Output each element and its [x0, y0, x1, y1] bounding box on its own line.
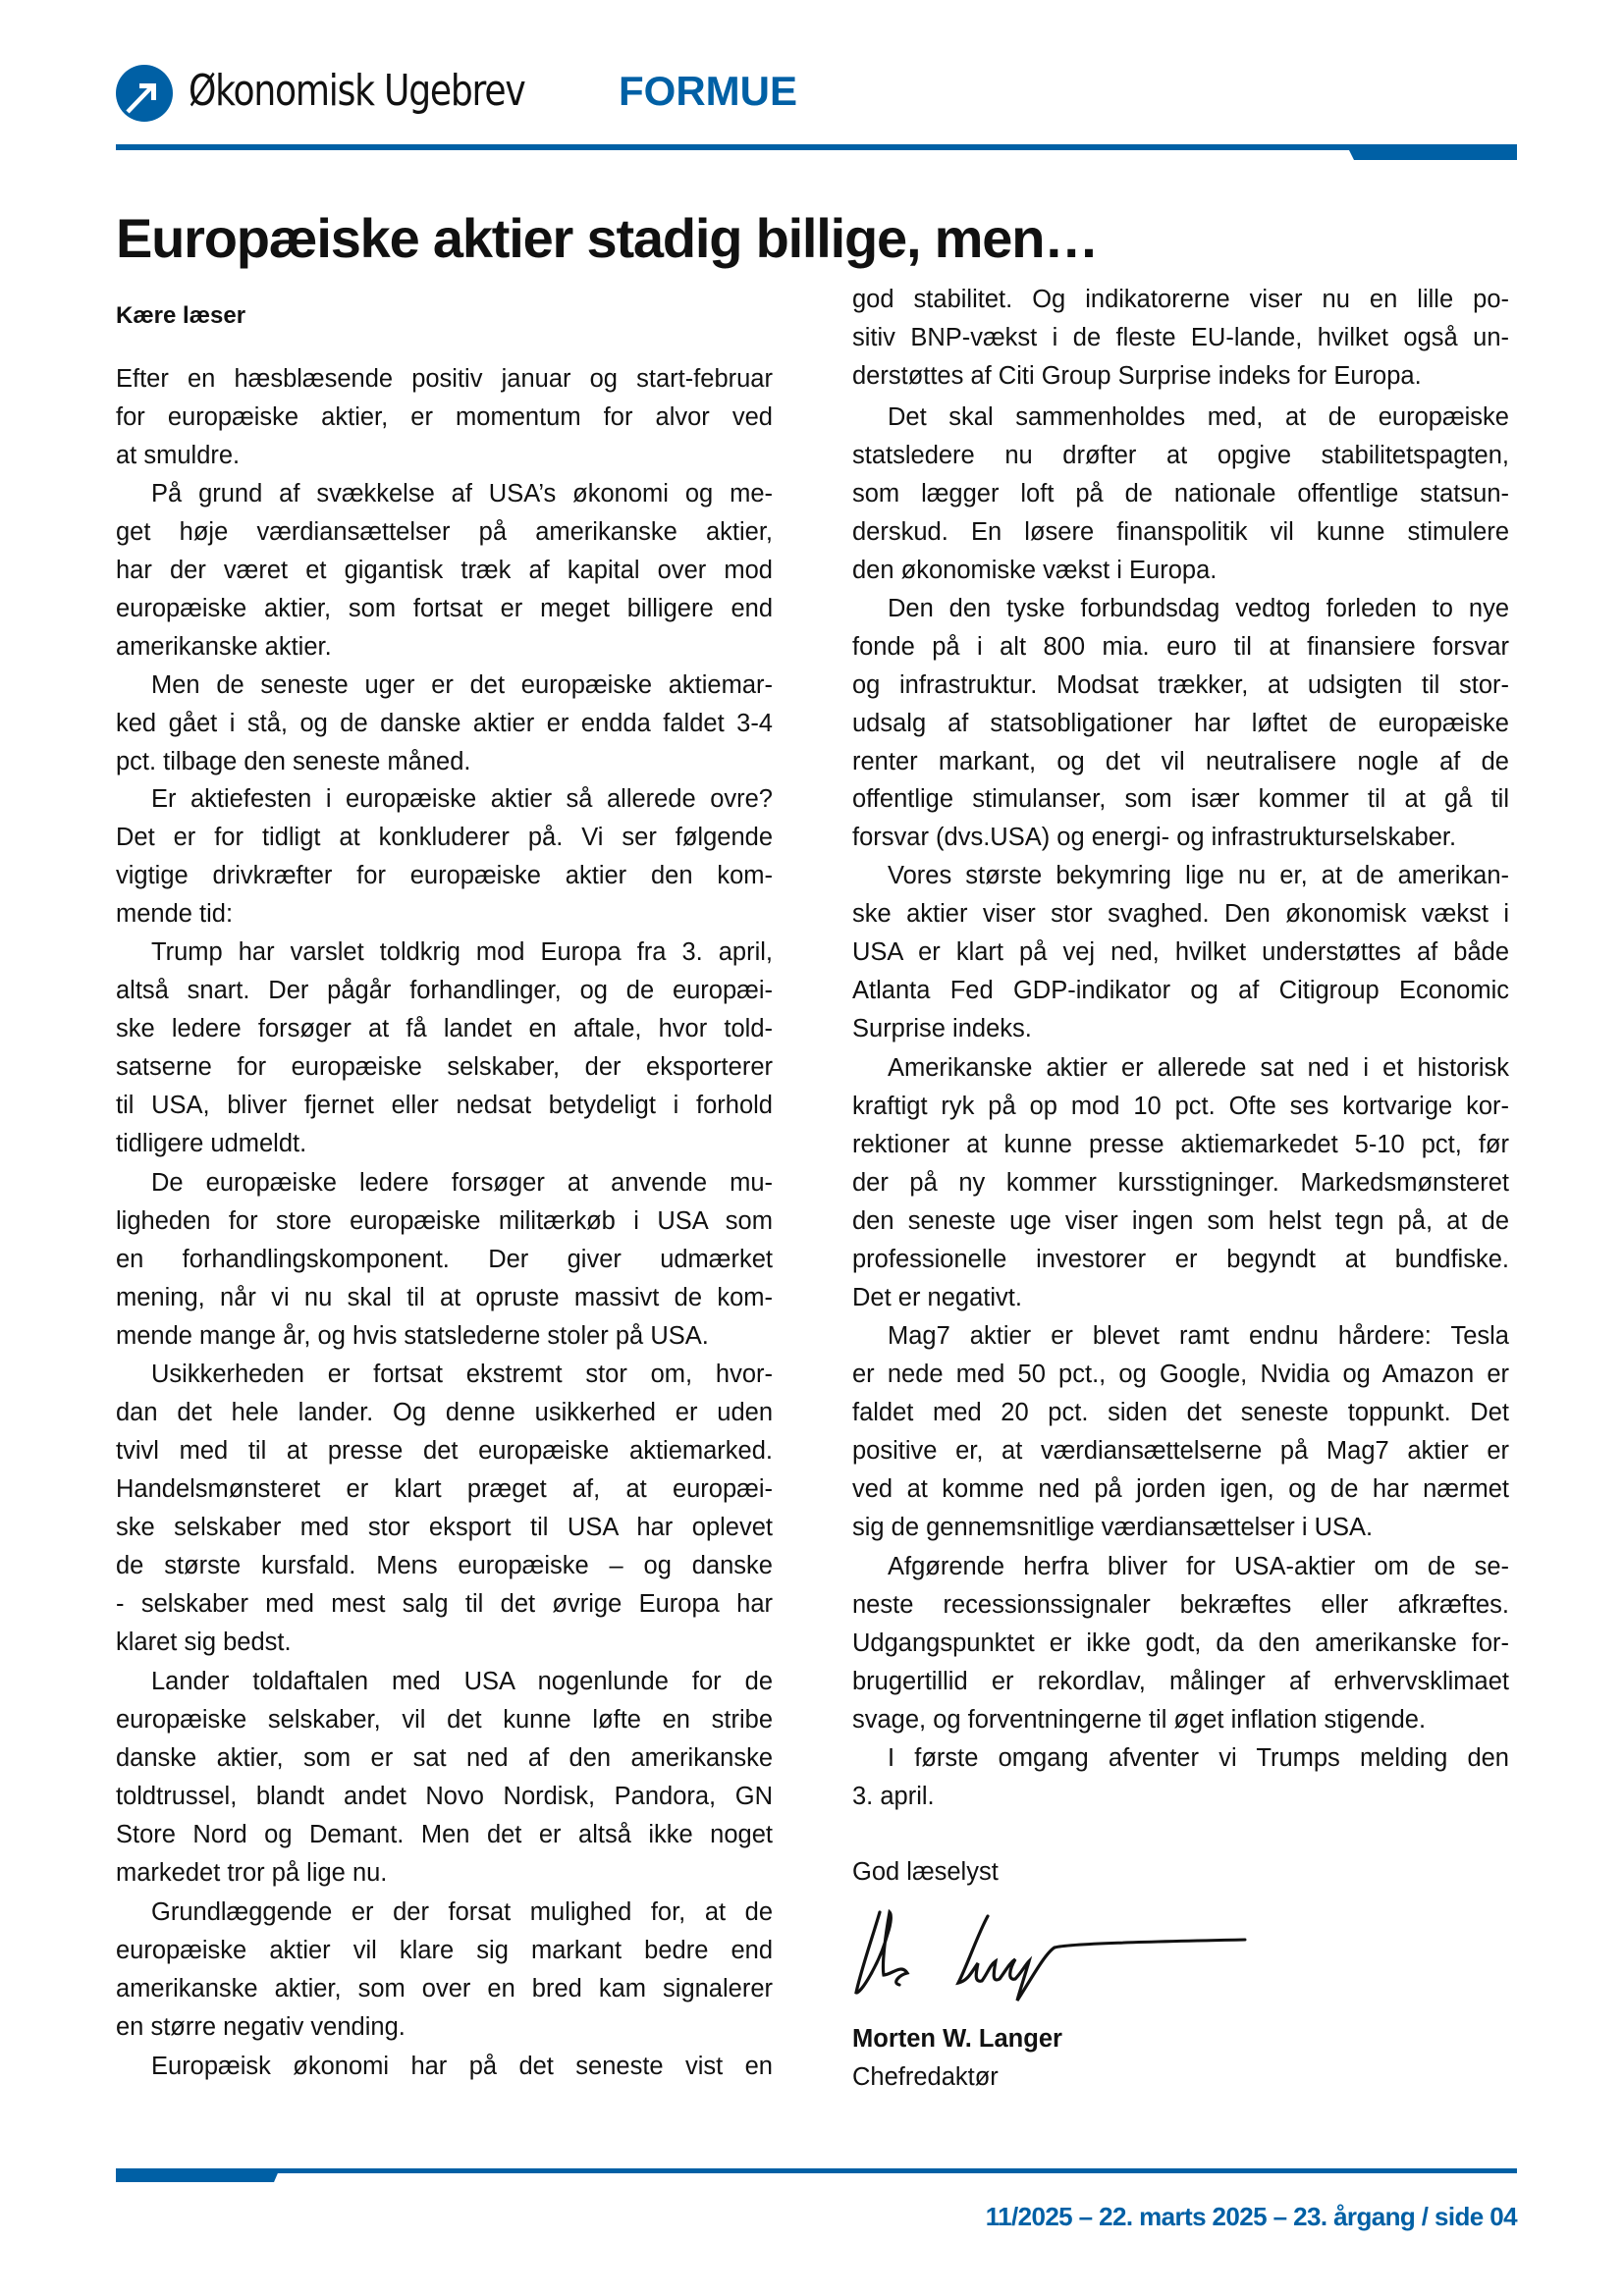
- text-line: Usikkerheden er fortsat ekstremt stor om, hvor-: [151, 1361, 773, 1388]
- text-line: svage, og forventningerne til øget inflation stigende.: [852, 1706, 1427, 1734]
- text-line: derstøttes af Citi Group Surprise indeks for Europa.: [852, 362, 1422, 390]
- text-line: renter markant, og det vil neutralisere nogle af de: [852, 748, 1509, 775]
- text-line: europæiske aktier, som fortsat er meget billigere end: [116, 595, 773, 622]
- text-line: en større negativ vending.: [116, 2013, 406, 2041]
- brand-logo: [116, 65, 173, 122]
- text-line: Er aktiefesten i europæiske aktier så allerede ovre?: [151, 785, 773, 813]
- text-line: Atlanta Fed GDP-indikator og af Citigroup Economic: [852, 977, 1509, 1004]
- text-line: europæiske selskaber, vil det kunne løfte en stribe: [116, 1706, 773, 1734]
- text-line: dan det hele lander. Og denne usikkerhed er uden: [116, 1399, 773, 1426]
- text-line: kraftigt ryk på op mod 10 pct. Ofte ses kortvarige kor-: [852, 1093, 1509, 1120]
- text-line: offentlige stimulanser, som især kommer til at gå til: [852, 785, 1509, 813]
- text-line: til USA, bliver fjernet eller nedsat betydeligt i forhold: [116, 1092, 773, 1119]
- text-line: get høje værdiansættelser på amerikanske aktier,: [116, 518, 773, 546]
- text-line: har der været et gigantisk træk af kapital over mod: [116, 557, 773, 584]
- text-line: og infrastruktur. Modsat trækker, at udsigten til stor-: [852, 671, 1509, 699]
- text-line: USA er klart på vej ned, hvilket understøttes af både: [852, 938, 1509, 966]
- text-line: europæiske aktier vil klare sig markant bedre end: [116, 1937, 773, 1964]
- author-role: Chefredaktør: [852, 2063, 999, 2091]
- text-line: Efter en hæsblæsende positiv januar og start-februar: [116, 365, 773, 393]
- text-line: vigtige drivkræfter for europæiske aktier den kom-: [116, 862, 773, 889]
- text-line: faldet med 20 pct. siden det seneste toppunkt. Det: [852, 1399, 1509, 1426]
- text-line: sitiv BNP-vækst i de fleste EU-lande, hvilket også un-: [852, 324, 1509, 351]
- text-line: 3. april.: [852, 1783, 935, 1810]
- text-line: Mag7 aktier er blevet ramt endnu hårdere: Tesla: [888, 1322, 1509, 1350]
- text-line: altså snart. Der pågår forhandlinger, og de europæi-: [116, 977, 773, 1004]
- text-line: Udgangspunktet er ikke godt, da den amerikanske for-: [852, 1629, 1509, 1657]
- text-line: er nede med 50 pct., og Google, Nvidia og Amazon er: [852, 1361, 1509, 1388]
- text-line: toldtrussel, blandt andet Novo Nordisk, Pandora, GN: [116, 1783, 773, 1810]
- text-line: tidligere udmeldt.: [116, 1130, 307, 1157]
- text-line: tvivl med til at presse det europæiske aktiemarked.: [116, 1437, 773, 1465]
- text-line: Surprise indeks.: [852, 1015, 1032, 1042]
- text-line: fonde på i alt 800 mia. euro til at finansiere forsvar: [852, 633, 1509, 661]
- text-line: Det er for tidligt at konkluderer på. Vi ser følgende: [116, 824, 773, 851]
- text-line: - selskaber med mest salg til det øvrige Europa har: [116, 1590, 773, 1618]
- text-line: som lægger loft på de nationale offentlige statsun-: [852, 480, 1509, 507]
- text-line: den seneste uge viser ingen som helst tegn på, at de: [852, 1207, 1509, 1235]
- text-line: markedet tror på lige nu.: [116, 1859, 388, 1887]
- brand-name: Økonomisk Ugebrev: [189, 66, 525, 116]
- text-line: den økonomiske vækst i Europa.: [852, 557, 1218, 584]
- text-line: at smuldre.: [116, 442, 241, 469]
- text-line: Afgørende herfra bliver for USA-aktier om de se-: [888, 1553, 1509, 1580]
- text-line: sig de gennemsnitlige værdiansættelser i USA.: [852, 1514, 1374, 1541]
- text-line: satserne for europæiske selskaber, der eksporterer: [116, 1053, 773, 1081]
- text-line: mende tid:: [116, 900, 234, 928]
- text-line: Europæisk økonomi har på det seneste vist en: [151, 2053, 773, 2080]
- issue-info: 11/2025 – 22. marts 2025 – 23. årgang / side 04: [985, 2202, 1517, 2231]
- text-line: ske aktier viser stor svaghed. Den økonomisk vækst i: [852, 900, 1509, 928]
- handwritten-signature-icon: [852, 1904, 1265, 2012]
- author-name: Morten W. Langer: [852, 2025, 1062, 2053]
- text-line: for europæiske aktier, er momentum for alvor ved: [116, 403, 773, 431]
- text-line: derskud. En løsere finanspolitik vil kunne stimulere: [852, 518, 1509, 546]
- text-line: amerikanske aktier.: [116, 633, 332, 661]
- text-line: I første omgang afventer vi Trumps melding den: [888, 1744, 1509, 1772]
- text-line: klaret sig bedst.: [116, 1629, 292, 1656]
- text-line: ske ledere forsøger at få landet en aftale, hvor told-: [116, 1015, 773, 1042]
- text-line: På grund af svækkelse af USA’s økonomi og me-: [151, 480, 773, 507]
- text-line: amerikanske aktier, som over en bred kam signalerer: [116, 1975, 773, 2002]
- text-line: ligheden for store europæiske militærkøb i USA som: [116, 1207, 773, 1235]
- text-line: de største kursfald. Mens europæiske – og danske: [116, 1552, 773, 1579]
- salutation: Kære læser: [116, 302, 246, 329]
- masthead: [189, 61, 797, 122]
- text-line: ked gået i stå, og de danske aktier er endda faldet 3-4: [116, 710, 773, 737]
- text-line: forsvar (dvs.USA) og energi- og infrastrukturselskaber.: [852, 824, 1457, 851]
- text-line: Trump har varslet toldkrig mod Europa fra 3. april,: [151, 938, 773, 966]
- text-line: god stabilitet. Og indikatorerne viser nu en lille po-: [852, 286, 1509, 313]
- footer-rule: [116, 2168, 1517, 2173]
- text-line: Men de seneste uger er det europæiske aktiemar-: [151, 671, 773, 699]
- text-line: mende mange år, og hvis statslederne stoler på USA.: [116, 1322, 709, 1350]
- text-line: Vores største bekymring lige nu er, at de amerikan-: [888, 862, 1509, 889]
- text-line: professionelle investorer er begyndt at bundfiske.: [852, 1246, 1509, 1273]
- text-line: Det skal sammenholdes med, at de europæiske: [888, 403, 1509, 431]
- text-line: Store Nord og Demant. Men det er altså ikke noget: [116, 1821, 773, 1848]
- text-line: statsledere nu drøfter at opgive stabilitetspagten,: [852, 442, 1509, 469]
- text-line: udsalg af statsobligationer har løftet de europæiske: [852, 710, 1509, 737]
- header-rule: [116, 144, 1517, 150]
- arrow-up-right-icon: [116, 65, 173, 122]
- text-line: De europæiske ledere forsøger at anvende mu-: [151, 1169, 773, 1197]
- text-line: brugertillid er rekordlav, målinger af erhvervsklimaet: [852, 1668, 1509, 1695]
- text-line: neste recessionssignaler bekræftes eller afkræftes.: [852, 1591, 1509, 1619]
- header-rule-tab: [1346, 144, 1517, 160]
- article-title: Europæiske aktier stadig billige, men…: [116, 207, 1099, 269]
- text-line: Det er negativt.: [852, 1284, 1022, 1311]
- text-line: mening, når vi nu skal til at opruste massivt de kom-: [116, 1284, 773, 1311]
- text-line: Grundlæggende er der forsat mulighed for, at de: [151, 1898, 773, 1926]
- text-line: Amerikanske aktier er allerede sat ned i et historisk: [888, 1054, 1509, 1082]
- text-line: danske aktier, som er sat ned af den amerikanske: [116, 1744, 773, 1772]
- footer-rule-tab: [116, 2168, 280, 2182]
- brand-section: FORMUE: [619, 68, 797, 114]
- text-line: rektioner at kunne presse aktiemarkedet 5-10 pct, før: [852, 1131, 1509, 1158]
- text-line: Handelsmønsteret er klart præget af, at europæi-: [116, 1475, 773, 1503]
- closing-greeting: God læselyst: [852, 1858, 999, 1886]
- text-line: Lander toldaftalen med USA nogenlunde for de: [151, 1668, 773, 1695]
- text-line: Den den tyske forbundsdag vedtog forleden to nye: [888, 595, 1509, 622]
- text-line: positive er, at værdiansættelserne på Mag7 aktier er: [852, 1437, 1509, 1465]
- text-line: en forhandlingskomponent. Der giver udmærket: [116, 1246, 773, 1273]
- text-line: pct. tilbage den seneste måned.: [116, 748, 471, 775]
- text-line: ske selskaber med stor eksport til USA har oplevet: [116, 1514, 773, 1541]
- text-line: ved at komme ned på jorden igen, og de har nærmet: [852, 1475, 1509, 1503]
- text-line: der på ny kommer kursstigninger. Markedsmønsteret: [852, 1169, 1509, 1197]
